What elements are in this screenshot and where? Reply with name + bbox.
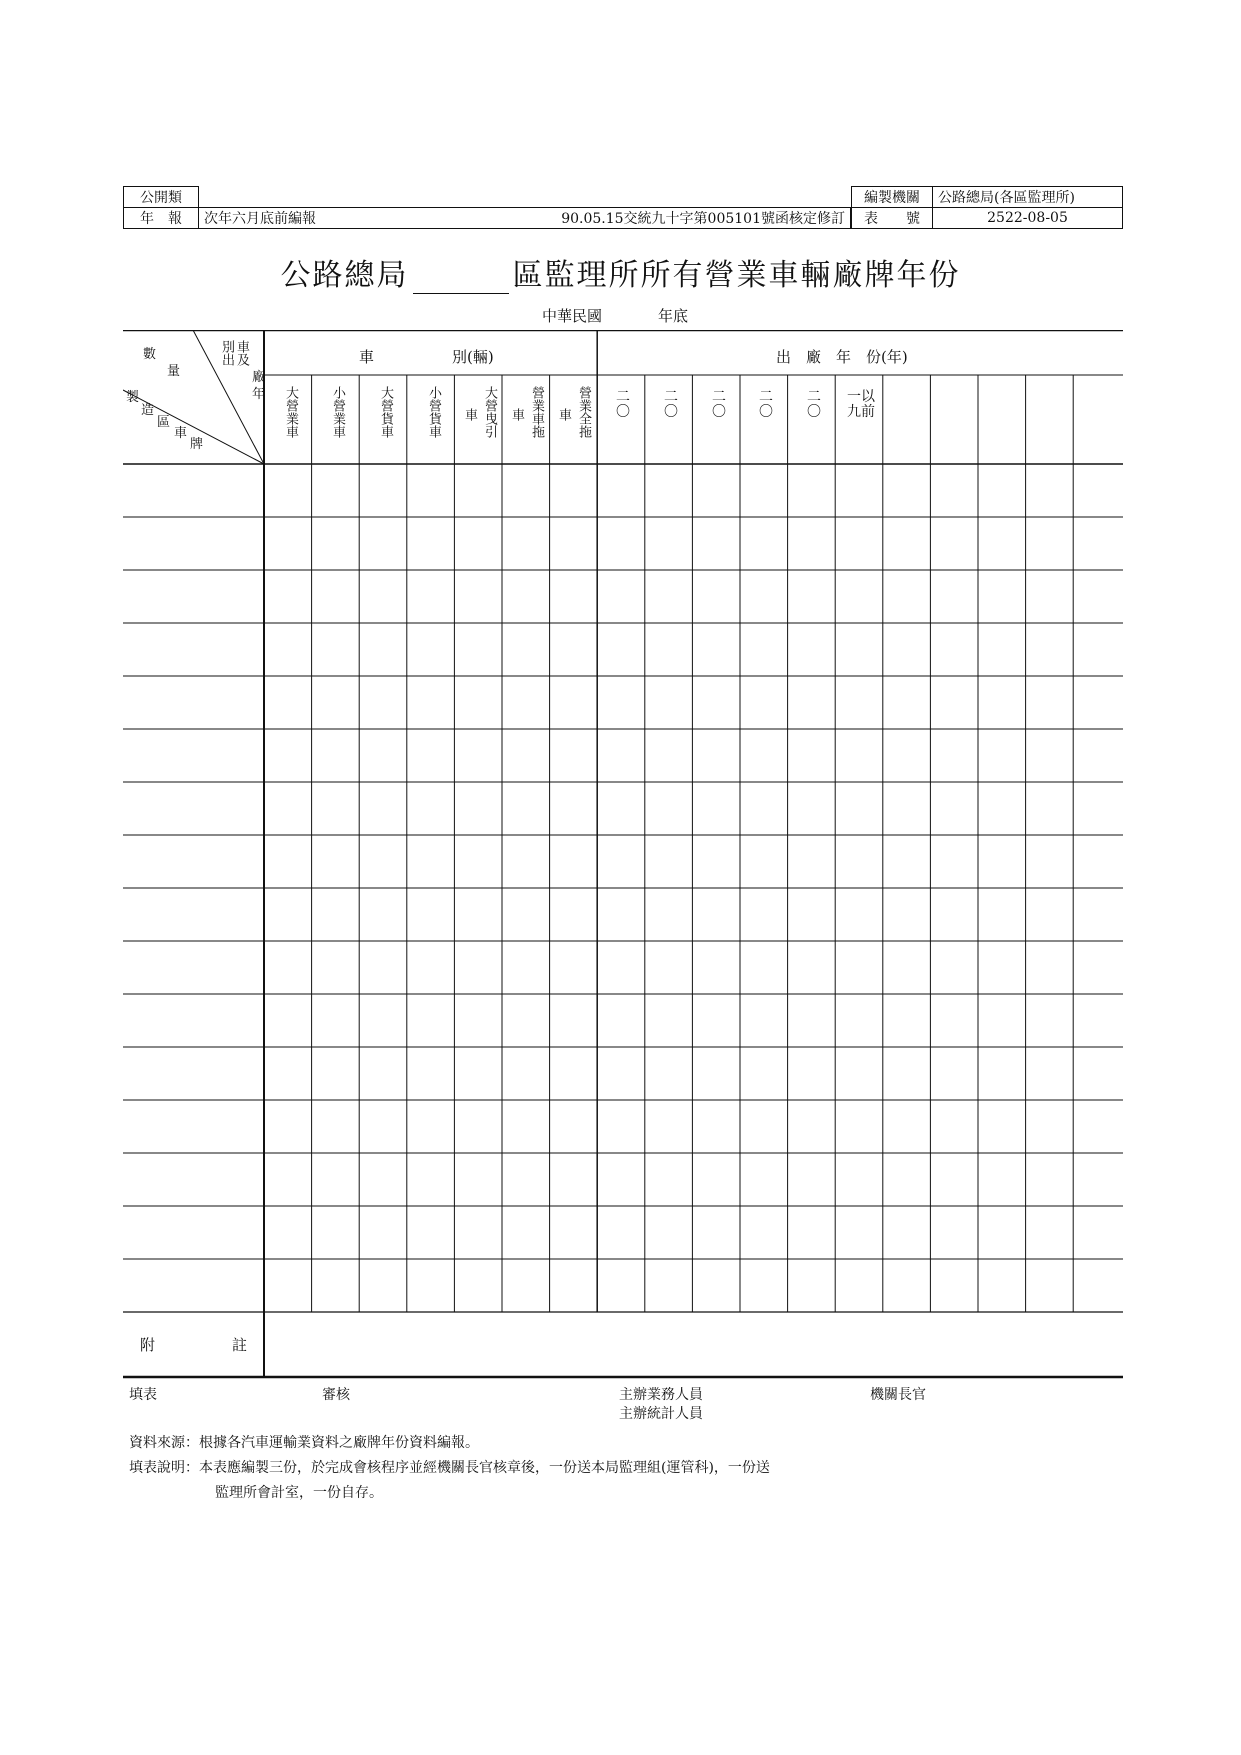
vehicle-col-2: 小營業車 [330, 386, 345, 438]
year-col-4-bottom: 〇 [759, 404, 773, 420]
vehicle-col-5: 大營曳引 [482, 386, 497, 438]
note-instructions-1: 填表說明：本表應編製三份，於完成會核程序並經機關長官核章後，一份送本局監理組(運管科)，一份送 [129, 1460, 770, 1476]
vehicle-col-6-suffix: 車 [509, 408, 524, 421]
vehicle-col-6: 營業車拖 [529, 386, 544, 438]
year-col-2-bottom: 〇 [664, 404, 678, 420]
signature-statistics-officer: 主辦統計人員 [619, 1406, 703, 1422]
remarks-label-2: 註 [232, 1336, 248, 1354]
corner-top-right-3: 廠 [252, 370, 266, 385]
year-col-3-bottom: 〇 [712, 404, 726, 420]
year-col-1-top: 二 [616, 389, 630, 405]
agency-value: 公路總局(各區監理所) [933, 187, 1123, 208]
form-number-value: 2522-08-05 [933, 208, 1123, 229]
form-number-label: 表 號 [852, 208, 933, 229]
title-suffix: 區監理所所有營業車輛廠牌年份 [512, 258, 961, 293]
vehicle-group-label-right: 別(輛) [452, 348, 494, 366]
year-col-1-bottom: 〇 [616, 404, 630, 420]
vehicle-col-7: 營業全拖 [576, 386, 591, 438]
year-col-6-top: 一以 [847, 389, 875, 405]
corner-maker-3: 區 [157, 415, 171, 430]
header-right-table [851, 186, 1123, 229]
corner-maker-5: 牌 [190, 437, 204, 452]
corner-top-right-2: 別出 [219, 340, 234, 366]
data-grid [123, 330, 1123, 1379]
corner-quantity-1: 數 [143, 347, 157, 362]
year-col-2-top: 二 [664, 389, 678, 405]
year-col-4-top: 二 [759, 389, 773, 405]
vehicle-col-3: 大營貨車 [378, 386, 393, 438]
corner-quantity-2: 量 [167, 364, 181, 379]
form-title [0, 250, 1241, 294]
report-deadline: 次年六月底前編報 [199, 208, 391, 229]
corner-maker-1: 製 [126, 390, 140, 405]
report-frequency-label: 年 報 [124, 208, 199, 229]
corner-top-right-1: 車及 [234, 340, 249, 366]
vehicle-group-label-left: 車 [359, 348, 375, 366]
signature-filler: 填表 [129, 1387, 157, 1403]
public-category-label: 公開類 [124, 187, 199, 208]
signature-chief: 機關長官 [870, 1387, 926, 1403]
year-col-5-bottom: 〇 [807, 404, 821, 420]
corner-maker-2: 造 [141, 403, 155, 418]
year-group-label: 出 廠 年 份(年) [776, 348, 908, 366]
remarks-label-1: 附 [140, 1336, 156, 1354]
header-left-table [123, 186, 851, 229]
title-prefix: 公路總局 [280, 258, 409, 293]
vehicle-col-4: 小營貨車 [426, 386, 441, 438]
vehicle-col-1: 大營業車 [283, 386, 298, 438]
signature-business-officer: 主辦業務人員 [619, 1387, 703, 1403]
subtitle [542, 305, 688, 326]
note-source: 資料來源：根據各汽車運輸業資料之廠牌年份資料編報。 [129, 1435, 479, 1451]
district-blank [413, 265, 509, 294]
year-col-6-bottom: 九前 [847, 404, 875, 420]
vehicle-col-7-suffix: 車 [556, 408, 571, 421]
corner-maker-4: 車 [174, 426, 188, 441]
year-col-5-top: 二 [807, 389, 821, 405]
era-label: 中華民國 [542, 307, 603, 325]
year-col-3-top: 二 [712, 389, 726, 405]
agency-label: 編製機關 [852, 187, 933, 208]
amendment-note: 90.05.15交統九十字第005101號函核定修訂 [390, 208, 850, 229]
signature-reviewer: 審核 [322, 1387, 350, 1403]
period-label: 年底 [658, 307, 689, 325]
corner-top-right-4: 年 [252, 387, 266, 402]
vehicle-col-5-suffix: 車 [462, 408, 477, 421]
note-instructions-2: 監理所會計室，一份自存。 [215, 1485, 383, 1501]
